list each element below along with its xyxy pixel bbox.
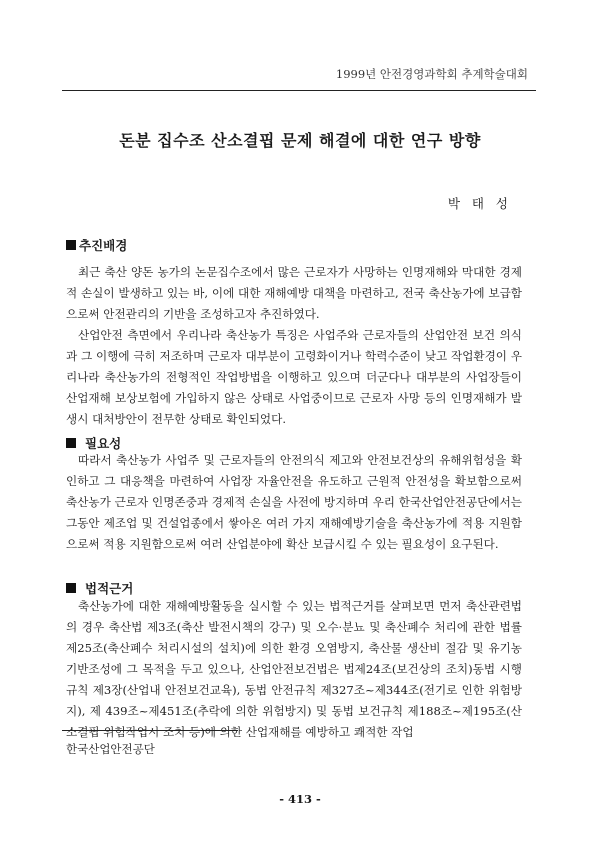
footnote-rule [62,730,238,731]
footnote: 한국산업안전공단 [66,742,155,756]
section-body-background [66,262,522,430]
paragraph: 최근 축산 양돈 농가의 논문집수조에서 많은 근로자가 사망하는 인명재해와 막대한 경제적 손실이 발생하고 있는 바, 이에 대한 재해예방 대책을 마련하고, 전국 축산농가에 보급함으로써 안전관리의 기반을 조성하고자 추진하였다. [66,265,522,321]
section-title: 필요성 [85,436,122,451]
bullet-square-icon [66,240,76,250]
bullet-square-icon [66,438,76,448]
paragraph: 산업안전 측면에서 우리나라 축산농가 특징은 사업주와 근로자들의 산업안전 보건 의식과 그 이행에 극히 저조하며 근로자 대부분이 고령화이거나 학력수준이 낮고 작업환경이 우리나라 축산농가의 전형적인 작업방법을 이행하고 있으며 더군다나 대부분의 사업장들이 산업재해 보상보험에 가입하지 않은 상태로 사업중이므로 근로자 사망 등의 인명재해가 발생시 대처방안이 전무한 상태로 확인되었다. [66,328,522,426]
bullet-square-icon [66,583,76,593]
conference-header: 1999년 안전경영과학회 추계학술대회 [335,67,528,81]
section-body-necessity [66,450,522,555]
section-title: 법적근거 [85,581,134,596]
header-rule [62,90,536,91]
section-title: 추진배경 [79,238,128,253]
section-heading-background [66,236,127,254]
paragraph: 축산농가에 대한 재해예방활동을 실시할 수 있는 법적근거를 살펴보면 먼저 축산관련법의 경우 축산법 제3조(축산 발전시책의 강구) 및 오수·분뇨 및 축산폐수 처리에 관한 법률 제25조(축산폐수 처리시설의 설치)에 의한 환경 오염방지, 축산물 생산비 절감 및 유기농 기반조성에 그 목적을 두고 있으나, 산업안전보건법은 법제24조(보건상의 조치)동법 시행규칙 제3장(산업내 안전보건교육), 동법 안전규칙 제327조~제344조(전기로 인한 위험방지), 제 439조~제451조(추락에 의한 위험방지) 및 동법 보건규칙 제188조~제195조(산소결핍 위험작업시 조치 등)에 의한 산업재해를 예방하고 쾌적한 작업 [66,599,522,739]
section-heading-legal-basis [66,579,133,597]
paper-title: 돈분 집수조 산소결핍 문제 해결에 대한 연구 방향 [119,131,481,150]
section-body-legal-basis [66,596,522,743]
page-number: - 413 - [279,792,321,806]
author: 박 태 성 [447,196,512,211]
paragraph: 따라서 축산농가 사업주 및 근로자들의 안전의식 제고와 안전보건상의 유해위험성을 확인하고 그 대응책을 마련하여 사업장 자율안전을 유도하고 근원적 안전성을 확보함으로써 축산농가 근로자 인명존중과 경제적 손실을 사전에 방지하며 우리 한국산업안전공단에서는 그동안 제조업 및 건설업종에서 쌓아온 여러 가지 재해예방기술을 축산농가에 적용 지원함으로써 적용 지원함으로써 여러 산업분야에 확산 보급시킬 수 있는 필요성이 요구된다. [66,453,522,551]
